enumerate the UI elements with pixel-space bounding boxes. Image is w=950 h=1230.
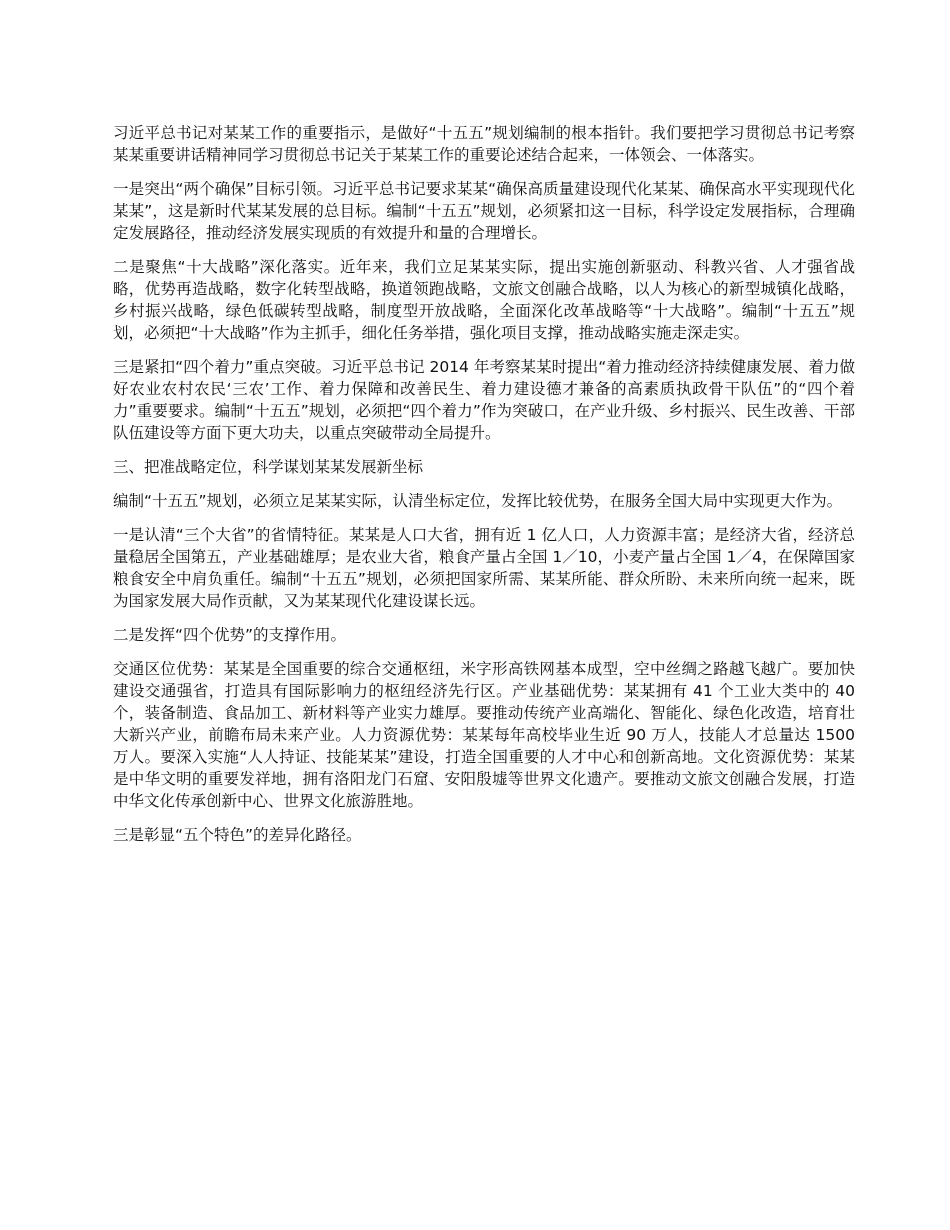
section-heading: 三、把准战略定位，科学谋划某某发展新坐标	[113, 458, 424, 476]
paragraph-9: 三是彰显“五个特色”的差异化路径。	[113, 826, 362, 844]
paragraph-8: 交通区位优势：某某是全国重要的综合交通枢纽，米字形高铁网基本成型，空中丝绸之路越飞越广。要加快建设交通强省，打造具有国际影响力的枢纽经济先行区。产业基础优势：某某拥有 41 个工业大类中的 40 个，装备制造、食品加工、新材料等产业实力雄厚。要推动传统产业高端化、智能化、绿色化改造，培育壮大新兴产业，前瞻布局未来产业。人力资源优势：某某每年高校毕业生近 90 万人，技能人才总量达 1500 万人。要深入实施“人人持证、技能某某”建设，打造全国重要的人才中心和创新高地。文化资源优势：某某是中华文明的重要发祥地，拥有洛阳龙门石窟、安阳殷墟等世界文化遗产。要推动文旅文创融合发展，打造中华文化传承创新中心、世界文化旅游胜地。	[113, 660, 855, 810]
paragraph-7: 二是发挥“四个优势”的支撑作用。	[113, 626, 347, 644]
paragraph-1: 习近平总书记对某某工作的重要指示，是做好“十五五”规划编制的根本指针。我们要把学习贯彻总书记考察某某重要讲话精神同学习贯彻总书记关于某某工作的重要论述结合起来，一体领会、一体落实。	[113, 124, 855, 164]
document-body	[113, 122, 855, 858]
paragraph-4: 三是紧扣“四个着力”重点突破。习近平总书记 2014 年考察某某时提出“着力推动经济持续健康发展、着力做好农业农村农民‘三农’工作、着力保障和改善民生、着力建设德才兼备的高素质执政骨干队伍”的“四个着力”重要要求。编制“十五五”规划，必须把“四个着力”作为突破口，在产业升级、乡村振兴、民生改善、干部队伍建设等方面下更大功夫，以重点突破带动全局提升。	[113, 358, 855, 442]
paragraph-6: 一是认清“三个大省”的省情特征。某某是人口大省，拥有近 1 亿人口，人力资源丰富；是经济大省，经济总量稳居全国第五，产业基础雄厚；是农业大省，粮食产量占全国 1／10，小麦产量占全国 1／4，在保障国家粮食安全中肩负重任。编制“十五五”规划，必须把国家所需、某某所能、群众所盼、未来所向统一起来，既为国家发展大局作贡献，又为某某现代化建设谋长远。	[113, 526, 855, 610]
paragraph-5: 编制“十五五”规划，必须立足某某实际，认清坐标定位，发挥比较优势，在服务全国大局中实现更大作为。	[113, 492, 843, 510]
paragraph-3: 二是聚焦“十大战略”深化落实。近年来，我们立足某某实际，提出实施创新驱动、科教兴省、人才强省战略，优势再造战略，数字化转型战略，换道领跑战略，文旅文创融合战略，以人为核心的新型城镇化战略，乡村振兴战略，绿色低碳转型战略，制度型开放战略，全面深化改革战略等“十大战略”。编制“十五五”规划，必须把“十大战略”作为主抓手，细化任务举措，强化项目支撑，推动战略实施走深走实。	[113, 258, 855, 342]
paragraph-2: 一是突出“两个确保”目标引领。习近平总书记要求某某“确保高质量建设现代化某某、确保高水平实现现代化某某”，这是新时代某某发展的总目标。编制“十五五”规划，必须紧扣这一目标，科学设定发展指标，合理确定发展路径，推动经济发展实现质的有效提升和量的合理增长。	[113, 180, 855, 242]
